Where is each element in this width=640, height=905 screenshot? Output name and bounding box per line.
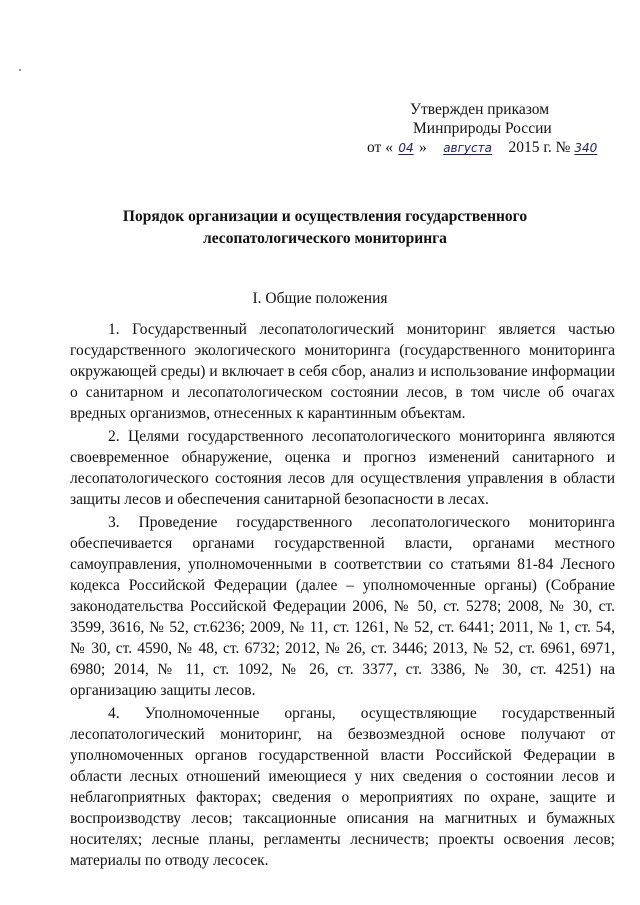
- approval-date-line: [360, 138, 610, 158]
- date-prefix: от «: [367, 139, 393, 156]
- paragraph-3: 3. Проведение государственного лесопатологического мониторинга обеспечивается органами государственной власти, органами местного самоуправления, уполномоченными в соответствии со статьями 81-84 Лесного кодекса Российской Федерации (далее – уполномоченные органы) (Собрание законодательства Российской Федерации 2006, № 50, ст. 5278; 2008, № 30, ст. 3599, 3616, № 52, ст.6236; 2009, № 11, ст. 1261, № 52, ст. 6441; 2011, № 1, ст. 54, № 30, ст. 4590, № 48, ст. 6732; 2012, № 26, ст. 3446; 2013, № 52, ст. 6961, 6971, 6980; 2014, № 11, ст. 1092, № 26, ст. 3377, ст. 3386, № 30, ст. 4251) на организацию защиты лесов.: [70, 514, 615, 699]
- handwritten-day: 04: [398, 141, 414, 155]
- document-title: [95, 206, 555, 250]
- paragraph-1: 1. Государственный лесопатологический мониторинг является частью государственного экологического мониторинга (государственного мониторинга окружающей среды) и включает в себя сбор, анализ и использование информации о санитарном и лесопатологическом состоянии лесов, в том числе об очагах вредных организмов, отнесенных к карантинным объектам.: [70, 321, 615, 422]
- title-line-1: Порядок организации и осуществления государственного: [122, 208, 528, 225]
- section-heading: I. Общие положения: [252, 290, 388, 307]
- approval-stamp: [360, 100, 610, 158]
- handwritten-month: августа: [443, 141, 492, 155]
- approval-line-2: Минприроды России: [413, 120, 552, 137]
- date-year: 2015 г. №: [508, 139, 571, 156]
- handwritten-order-number: 340: [574, 141, 598, 155]
- scan-speck: [19, 69, 21, 71]
- document-body: [70, 319, 615, 873]
- paragraph-4: 4. Уполномоченные органы, осуществляющие государственный лесопатологический мониторинг, на безвозмездной основе получают от уполномоченных органов государственной власти Российской Федерации в области лесных отношений имеющиеся у них сведения о состоянии лесов и неблагоприятных факторах; сведения о мероприятиях по охране, защите и воспроизводству лесов; таксационные описания на магнитных и бумажных носителях; лесные планы, регламенты лесничеств; проекты освоения лесов; материалы по отводу лесосек.: [70, 705, 615, 869]
- approval-line-1: Утвержден приказом: [410, 101, 550, 118]
- paragraph-2: 2. Целями государственного лесопатологического мониторинга являются своевременное обнаружение, оценка и прогноз изменений санитарного и лесопатологического состояния лесов для осуществления управления в области защиты лесов и обеспечения санитарной безопасности в лесах.: [70, 428, 615, 508]
- title-line-2: лесопатологического мониторинга: [203, 230, 447, 247]
- date-quote-close: »: [418, 139, 427, 156]
